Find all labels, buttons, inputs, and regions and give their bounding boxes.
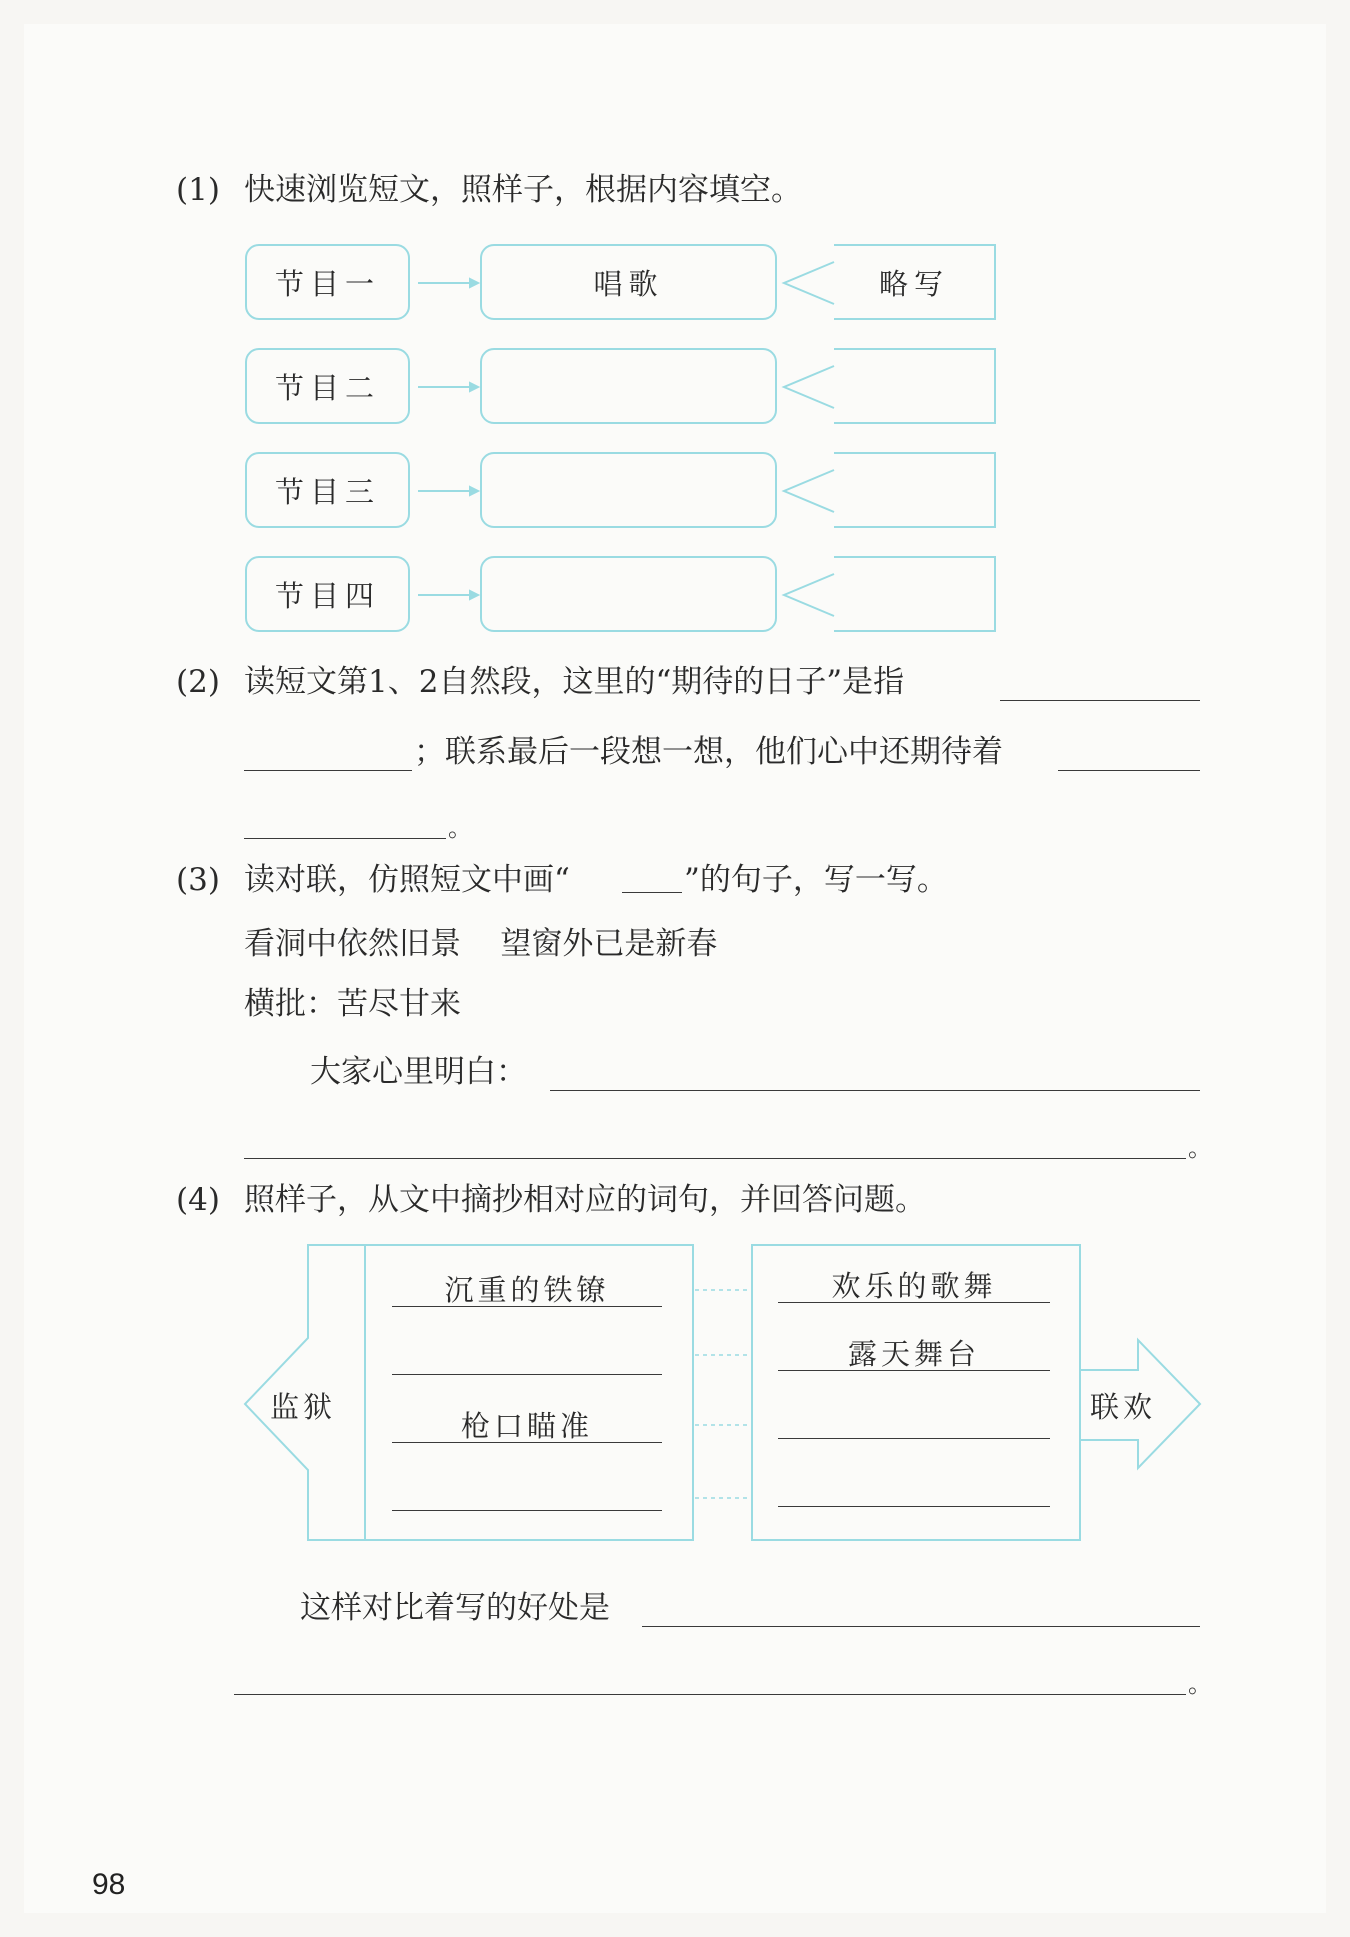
q2-blank-2[interactable] [244,770,412,771]
method-box-3[interactable] [834,452,996,528]
q3-blank-2[interactable] [244,1158,1186,1159]
left-line-4[interactable] [392,1510,662,1511]
right-line-1 [778,1302,1050,1303]
q3-number: (3) [176,862,220,898]
q3-banner: 横批：苦尽甘来 [244,986,461,1022]
q4-blank-1[interactable] [642,1626,1200,1627]
method-box-4[interactable] [834,556,996,632]
right-line-3[interactable] [778,1438,1050,1439]
left-line-2[interactable] [392,1374,662,1375]
q2-line1: 读短文第1、2自然段，这里的“期待的日子”是指 [244,664,905,700]
page-number: 98 [92,1868,126,1901]
q4-end: 。 [1188,1670,1212,1698]
party-label: 联欢 [1090,1390,1157,1424]
content-box-3[interactable] [480,452,777,528]
q3-text-a: 读对联，仿照短文中画“ [244,862,570,898]
q1-instruction: 快速浏览短文，照样子，根据内容填空。 [244,172,802,208]
program-box-1: 节目一 [245,244,410,320]
q2-blank-3[interactable] [1058,770,1200,771]
q4-benefit-prompt: 这样对比着写的好处是 [300,1590,610,1626]
right-item-1: 欢乐的歌舞 [831,1269,997,1303]
q1-number: (1) [176,172,220,208]
content-box-4[interactable] [480,556,777,632]
content-box-1[interactable]: 唱歌 [480,244,777,320]
program-box-4: 节目四 [245,556,410,632]
method-box-1[interactable]: 略写 [834,244,996,320]
right-line-2 [778,1370,1050,1371]
q3-couplet: 看洞中依然旧景 望窗外已是新春 [244,926,718,962]
content-box-2[interactable] [480,348,777,424]
q2-blank-4[interactable] [244,838,446,839]
program-box-3: 节目三 [245,452,410,528]
left-item-3: 枪口瞄准 [460,1409,593,1443]
method-box-2[interactable] [834,348,996,424]
q2-line2: ；联系最后一段想一想，他们心中还期待着 [414,734,1003,770]
left-line-1 [392,1306,662,1307]
prison-label: 监狱 [270,1390,337,1424]
left-item-1: 沉重的铁镣 [444,1273,610,1307]
right-item-2: 露天舞台 [847,1337,980,1371]
q3-underline-sample [622,892,682,893]
left-line-3 [392,1442,662,1443]
program-box-2: 节目二 [245,348,410,424]
right-line-4[interactable] [778,1506,1050,1507]
q2-end: 。 [448,814,472,842]
q2-blank-1[interactable] [1000,700,1200,701]
q3-blank-1[interactable] [550,1090,1200,1091]
q4-instruction: 照样子，从文中摘抄相对应的词句，并回答问题。 [244,1182,926,1218]
q4-number: (4) [176,1182,220,1218]
q3-end: 。 [1188,1134,1212,1162]
q2-number: (2) [176,664,220,700]
q4-blank-2[interactable] [234,1694,1186,1695]
q3-text-b: ”的句子，写一写。 [684,862,948,898]
q3-prompt: 大家心里明白： [310,1054,527,1090]
